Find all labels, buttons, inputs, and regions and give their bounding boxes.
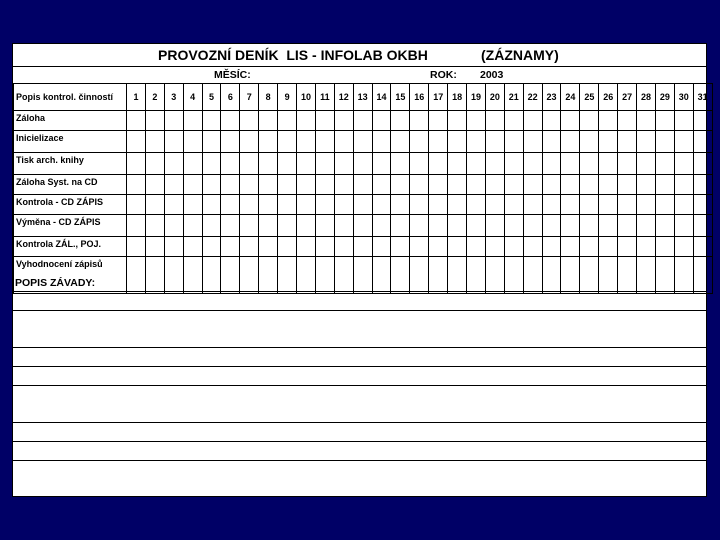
day-check-cell[interactable] bbox=[655, 111, 674, 131]
day-check-cell[interactable] bbox=[448, 195, 467, 215]
day-check-cell[interactable] bbox=[599, 131, 618, 153]
day-check-cell[interactable] bbox=[599, 153, 618, 175]
day-check-cell[interactable] bbox=[221, 175, 240, 195]
day-check-cell[interactable] bbox=[372, 215, 391, 237]
day-check-cell[interactable] bbox=[693, 175, 712, 195]
day-check-cell[interactable] bbox=[353, 237, 372, 257]
day-check-cell[interactable] bbox=[164, 195, 183, 215]
day-check-cell[interactable] bbox=[164, 131, 183, 153]
day-check-cell[interactable] bbox=[467, 237, 486, 257]
day-check-cell[interactable] bbox=[580, 153, 599, 175]
day-check-cell[interactable] bbox=[467, 195, 486, 215]
day-check-cell[interactable] bbox=[637, 195, 656, 215]
day-check-cell[interactable] bbox=[467, 175, 486, 195]
day-check-cell[interactable] bbox=[580, 237, 599, 257]
day-check-cell[interactable] bbox=[674, 195, 693, 215]
defect-line[interactable] bbox=[13, 386, 706, 423]
day-check-cell[interactable] bbox=[297, 131, 316, 153]
day-check-cell[interactable] bbox=[448, 131, 467, 153]
day-check-cell[interactable] bbox=[504, 175, 523, 195]
day-check-cell[interactable] bbox=[259, 111, 278, 131]
day-check-cell[interactable] bbox=[655, 215, 674, 237]
day-check-cell[interactable] bbox=[278, 215, 297, 237]
day-check-cell[interactable] bbox=[202, 195, 221, 215]
activity-row bbox=[14, 111, 713, 131]
activity-label: Záloha Syst. na CD bbox=[14, 175, 127, 195]
day-check-cell[interactable] bbox=[485, 237, 504, 257]
day-check-cell[interactable] bbox=[240, 111, 259, 131]
day-check-cell[interactable] bbox=[485, 195, 504, 215]
day-check-cell[interactable] bbox=[580, 195, 599, 215]
activity-row bbox=[14, 195, 713, 215]
day-header: 31 bbox=[693, 84, 712, 111]
day-check-cell[interactable] bbox=[183, 175, 202, 195]
day-header: 24 bbox=[561, 84, 580, 111]
day-check-cell[interactable] bbox=[127, 237, 146, 257]
day-check-cell[interactable] bbox=[259, 215, 278, 237]
day-check-cell[interactable] bbox=[334, 175, 353, 195]
day-check-cell[interactable] bbox=[278, 111, 297, 131]
day-header: 2 bbox=[145, 84, 164, 111]
day-check-cell[interactable] bbox=[618, 153, 637, 175]
day-check-cell[interactable] bbox=[467, 111, 486, 131]
defect-line[interactable] bbox=[13, 423, 706, 442]
activity-row bbox=[14, 153, 713, 175]
day-check-cell[interactable] bbox=[674, 215, 693, 237]
day-header: 13 bbox=[353, 84, 372, 111]
month-label: MĚSÍC: bbox=[214, 69, 251, 81]
day-check-cell[interactable] bbox=[183, 195, 202, 215]
day-check-cell[interactable] bbox=[372, 175, 391, 195]
day-header: 14 bbox=[372, 84, 391, 111]
day-header: 30 bbox=[674, 84, 693, 111]
day-check-cell[interactable] bbox=[221, 131, 240, 153]
day-header: 28 bbox=[637, 84, 656, 111]
day-check-cell[interactable] bbox=[618, 111, 637, 131]
day-check-cell[interactable] bbox=[523, 111, 542, 131]
day-check-cell[interactable] bbox=[334, 237, 353, 257]
day-check-cell[interactable] bbox=[259, 153, 278, 175]
day-check-cell[interactable] bbox=[410, 153, 429, 175]
day-check-cell[interactable] bbox=[467, 215, 486, 237]
day-check-cell[interactable] bbox=[410, 175, 429, 195]
day-header: 1 bbox=[127, 84, 146, 111]
day-header: 21 bbox=[504, 84, 523, 111]
day-check-cell[interactable] bbox=[599, 195, 618, 215]
day-check-cell[interactable] bbox=[372, 131, 391, 153]
day-check-cell[interactable] bbox=[542, 153, 561, 175]
day-check-cell[interactable] bbox=[164, 111, 183, 131]
day-check-cell[interactable] bbox=[429, 215, 448, 237]
day-check-cell[interactable] bbox=[183, 111, 202, 131]
day-check-cell[interactable] bbox=[523, 195, 542, 215]
day-check-cell[interactable] bbox=[315, 153, 334, 175]
day-check-cell[interactable] bbox=[485, 153, 504, 175]
day-check-cell[interactable] bbox=[429, 131, 448, 153]
day-check-cell[interactable] bbox=[391, 195, 410, 215]
day-check-cell[interactable] bbox=[202, 111, 221, 131]
day-check-cell[interactable] bbox=[334, 153, 353, 175]
activity-label: Výměna - CD ZÁPIS bbox=[14, 215, 127, 237]
day-check-cell[interactable] bbox=[202, 153, 221, 175]
day-check-cell[interactable] bbox=[183, 215, 202, 237]
day-check-cell[interactable] bbox=[448, 153, 467, 175]
day-check-cell[interactable] bbox=[467, 153, 486, 175]
day-check-cell[interactable] bbox=[145, 195, 164, 215]
day-header: 10 bbox=[297, 84, 316, 111]
day-check-cell[interactable] bbox=[372, 153, 391, 175]
activity-label: Tisk arch. knihy bbox=[14, 153, 127, 175]
day-check-cell[interactable] bbox=[334, 195, 353, 215]
day-check-cell[interactable] bbox=[410, 195, 429, 215]
day-check-cell[interactable] bbox=[599, 111, 618, 131]
day-header: 15 bbox=[391, 84, 410, 111]
day-check-cell[interactable] bbox=[485, 131, 504, 153]
day-check-cell[interactable] bbox=[561, 153, 580, 175]
day-check-cell[interactable] bbox=[410, 131, 429, 153]
day-check-cell[interactable] bbox=[372, 237, 391, 257]
day-check-cell[interactable] bbox=[674, 111, 693, 131]
day-check-cell[interactable] bbox=[315, 175, 334, 195]
day-check-cell[interactable] bbox=[655, 175, 674, 195]
day-check-cell[interactable] bbox=[448, 175, 467, 195]
day-check-cell[interactable] bbox=[240, 237, 259, 257]
day-check-cell[interactable] bbox=[504, 153, 523, 175]
day-check-cell[interactable] bbox=[372, 195, 391, 215]
page-subtitle-tag: (ZÁZNAMY) bbox=[481, 47, 559, 63]
day-check-cell[interactable] bbox=[410, 215, 429, 237]
day-check-cell[interactable] bbox=[637, 215, 656, 237]
day-check-cell[interactable] bbox=[429, 175, 448, 195]
day-check-cell[interactable] bbox=[523, 237, 542, 257]
day-check-cell[interactable] bbox=[485, 215, 504, 237]
year-label: ROK: bbox=[430, 69, 457, 81]
day-check-cell[interactable] bbox=[618, 195, 637, 215]
day-check-cell[interactable] bbox=[580, 111, 599, 131]
day-check-cell[interactable] bbox=[353, 131, 372, 153]
day-check-cell[interactable] bbox=[259, 175, 278, 195]
day-check-cell[interactable] bbox=[315, 131, 334, 153]
day-check-cell[interactable] bbox=[448, 215, 467, 237]
day-header: 5 bbox=[202, 84, 221, 111]
day-header: 6 bbox=[221, 84, 240, 111]
day-check-cell[interactable] bbox=[183, 131, 202, 153]
activity-label: Záloha bbox=[14, 111, 127, 131]
day-check-cell[interactable] bbox=[523, 131, 542, 153]
day-check-cell[interactable] bbox=[127, 111, 146, 131]
activity-label: Kontrola - CD ZÁPIS bbox=[14, 195, 127, 215]
day-check-cell[interactable] bbox=[561, 175, 580, 195]
day-check-cell[interactable] bbox=[655, 153, 674, 175]
day-check-cell[interactable] bbox=[164, 215, 183, 237]
defect-line[interactable] bbox=[13, 292, 706, 311]
day-check-cell[interactable] bbox=[693, 237, 712, 257]
day-check-cell[interactable] bbox=[183, 153, 202, 175]
day-check-cell[interactable] bbox=[391, 237, 410, 257]
activity-row bbox=[14, 175, 713, 195]
activity-row bbox=[14, 237, 713, 257]
defect-line[interactable] bbox=[13, 442, 706, 461]
day-check-cell[interactable] bbox=[637, 153, 656, 175]
day-header: 17 bbox=[429, 84, 448, 111]
day-check-cell[interactable] bbox=[561, 195, 580, 215]
day-header: 8 bbox=[259, 84, 278, 111]
day-check-cell[interactable] bbox=[693, 153, 712, 175]
day-check-cell[interactable] bbox=[542, 131, 561, 153]
day-check-cell[interactable] bbox=[618, 215, 637, 237]
day-check-cell[interactable] bbox=[297, 175, 316, 195]
day-header: 4 bbox=[183, 84, 202, 111]
activity-label: Kontrola ZÁL., POJ. bbox=[14, 237, 127, 257]
day-check-cell[interactable] bbox=[240, 175, 259, 195]
day-check-cell[interactable] bbox=[391, 131, 410, 153]
title-row bbox=[13, 44, 706, 67]
day-check-cell[interactable] bbox=[145, 111, 164, 131]
day-check-cell[interactable] bbox=[278, 195, 297, 215]
day-check-cell[interactable] bbox=[353, 195, 372, 215]
defects-title: POPIS ZÁVADY: bbox=[13, 273, 706, 292]
day-check-cell[interactable] bbox=[674, 237, 693, 257]
day-header: 25 bbox=[580, 84, 599, 111]
day-check-cell[interactable] bbox=[127, 215, 146, 237]
day-check-cell[interactable] bbox=[145, 215, 164, 237]
day-check-cell[interactable] bbox=[164, 153, 183, 175]
day-check-cell[interactable] bbox=[542, 195, 561, 215]
day-check-cell[interactable] bbox=[259, 131, 278, 153]
day-check-cell[interactable] bbox=[145, 153, 164, 175]
day-check-cell[interactable] bbox=[391, 111, 410, 131]
day-check-cell[interactable] bbox=[618, 237, 637, 257]
day-check-cell[interactable] bbox=[542, 215, 561, 237]
day-check-cell[interactable] bbox=[429, 195, 448, 215]
day-check-cell[interactable] bbox=[315, 195, 334, 215]
day-check-cell[interactable] bbox=[637, 237, 656, 257]
activity-row bbox=[14, 131, 713, 153]
day-check-cell[interactable] bbox=[202, 175, 221, 195]
day-check-cell[interactable] bbox=[221, 153, 240, 175]
day-check-cell[interactable] bbox=[618, 131, 637, 153]
day-check-cell[interactable] bbox=[410, 237, 429, 257]
day-check-cell[interactable] bbox=[164, 175, 183, 195]
day-check-cell[interactable] bbox=[448, 237, 467, 257]
day-check-cell[interactable] bbox=[278, 131, 297, 153]
day-check-cell[interactable] bbox=[693, 111, 712, 131]
day-check-cell[interactable] bbox=[297, 215, 316, 237]
day-check-cell[interactable] bbox=[504, 237, 523, 257]
day-check-cell[interactable] bbox=[561, 215, 580, 237]
day-check-cell[interactable] bbox=[278, 175, 297, 195]
activity-row bbox=[14, 215, 713, 237]
day-check-cell[interactable] bbox=[655, 131, 674, 153]
day-check-cell[interactable] bbox=[580, 215, 599, 237]
day-check-cell[interactable] bbox=[599, 175, 618, 195]
day-header: 11 bbox=[315, 84, 334, 111]
day-check-cell[interactable] bbox=[297, 195, 316, 215]
day-check-cell[interactable] bbox=[485, 111, 504, 131]
day-check-cell[interactable] bbox=[637, 175, 656, 195]
day-check-cell[interactable] bbox=[202, 237, 221, 257]
defect-line[interactable] bbox=[13, 348, 706, 367]
day-check-cell[interactable] bbox=[429, 153, 448, 175]
day-check-cell[interactable] bbox=[637, 111, 656, 131]
day-check-cell[interactable] bbox=[655, 195, 674, 215]
page-title: PROVOZNÍ DENÍK LIS - INFOLAB OKBH bbox=[158, 47, 428, 63]
day-check-cell[interactable] bbox=[240, 215, 259, 237]
day-check-cell[interactable] bbox=[221, 195, 240, 215]
day-check-cell[interactable] bbox=[221, 237, 240, 257]
day-check-cell[interactable] bbox=[145, 175, 164, 195]
day-check-cell[interactable] bbox=[674, 131, 693, 153]
defect-line[interactable] bbox=[13, 367, 706, 386]
day-check-cell[interactable] bbox=[523, 175, 542, 195]
day-check-cell[interactable] bbox=[542, 237, 561, 257]
day-check-cell[interactable] bbox=[240, 195, 259, 215]
day-check-cell[interactable] bbox=[693, 131, 712, 153]
day-check-cell[interactable] bbox=[221, 215, 240, 237]
day-check-cell[interactable] bbox=[334, 111, 353, 131]
day-header: 16 bbox=[410, 84, 429, 111]
day-check-cell[interactable] bbox=[599, 215, 618, 237]
day-header: 9 bbox=[278, 84, 297, 111]
day-check-cell[interactable] bbox=[297, 153, 316, 175]
day-check-cell[interactable] bbox=[315, 215, 334, 237]
day-header: 20 bbox=[485, 84, 504, 111]
activity-column-header: Popis kontrol. činností bbox=[14, 84, 127, 111]
day-header: 22 bbox=[523, 84, 542, 111]
day-check-cell[interactable] bbox=[637, 131, 656, 153]
defect-line[interactable] bbox=[13, 461, 706, 495]
defect-line[interactable] bbox=[13, 311, 706, 348]
month-year-row bbox=[13, 67, 706, 83]
day-header: 18 bbox=[448, 84, 467, 111]
logbook-sheet bbox=[12, 43, 707, 497]
day-check-cell[interactable] bbox=[523, 153, 542, 175]
day-check-cell[interactable] bbox=[523, 215, 542, 237]
day-check-cell[interactable] bbox=[542, 175, 561, 195]
activity-label: Inicielizace bbox=[14, 131, 127, 153]
day-check-cell[interactable] bbox=[693, 215, 712, 237]
day-check-cell[interactable] bbox=[561, 237, 580, 257]
day-check-cell[interactable] bbox=[202, 131, 221, 153]
day-check-cell[interactable] bbox=[429, 111, 448, 131]
day-check-cell[interactable] bbox=[164, 237, 183, 257]
day-check-cell[interactable] bbox=[504, 111, 523, 131]
day-check-cell[interactable] bbox=[278, 237, 297, 257]
day-check-cell[interactable] bbox=[693, 195, 712, 215]
day-check-cell[interactable] bbox=[353, 111, 372, 131]
day-header: 29 bbox=[655, 84, 674, 111]
day-header: 7 bbox=[240, 84, 259, 111]
day-check-cell[interactable] bbox=[504, 215, 523, 237]
day-check-cell[interactable] bbox=[127, 175, 146, 195]
day-check-cell[interactable] bbox=[599, 237, 618, 257]
day-header: 26 bbox=[599, 84, 618, 111]
day-check-cell[interactable] bbox=[674, 153, 693, 175]
day-check-cell[interactable] bbox=[297, 111, 316, 131]
day-check-cell[interactable] bbox=[221, 111, 240, 131]
day-header: 27 bbox=[618, 84, 637, 111]
day-check-cell[interactable] bbox=[580, 175, 599, 195]
day-check-cell[interactable] bbox=[353, 153, 372, 175]
day-check-cell[interactable] bbox=[655, 237, 674, 257]
day-header: 3 bbox=[164, 84, 183, 111]
day-check-cell[interactable] bbox=[145, 237, 164, 257]
day-check-cell[interactable] bbox=[334, 215, 353, 237]
day-check-cell[interactable] bbox=[580, 131, 599, 153]
activity-grid bbox=[13, 83, 713, 294]
day-check-cell[interactable] bbox=[240, 153, 259, 175]
day-check-cell[interactable] bbox=[561, 131, 580, 153]
day-check-cell[interactable] bbox=[353, 215, 372, 237]
day-check-cell[interactable] bbox=[315, 111, 334, 131]
day-check-cell[interactable] bbox=[127, 195, 146, 215]
day-check-cell[interactable] bbox=[372, 111, 391, 131]
day-check-cell[interactable] bbox=[674, 175, 693, 195]
day-check-cell[interactable] bbox=[202, 215, 221, 237]
day-check-cell[interactable] bbox=[240, 131, 259, 153]
day-check-cell[interactable] bbox=[315, 237, 334, 257]
defects-section bbox=[13, 273, 706, 495]
day-check-cell[interactable] bbox=[448, 111, 467, 131]
day-check-cell[interactable] bbox=[127, 131, 146, 153]
day-header: 23 bbox=[542, 84, 561, 111]
day-check-cell[interactable] bbox=[391, 153, 410, 175]
day-check-cell[interactable] bbox=[542, 111, 561, 131]
day-check-cell[interactable] bbox=[410, 111, 429, 131]
day-check-cell[interactable] bbox=[334, 131, 353, 153]
year-value: 2003 bbox=[480, 69, 504, 81]
grid-header-row bbox=[14, 84, 713, 111]
day-check-cell[interactable] bbox=[183, 237, 202, 257]
day-check-cell[interactable] bbox=[259, 237, 278, 257]
activity-label: Vyhodnocení zápisů bbox=[14, 257, 127, 294]
day-check-cell[interactable] bbox=[429, 237, 448, 257]
day-check-cell[interactable] bbox=[297, 237, 316, 257]
day-check-cell[interactable] bbox=[391, 175, 410, 195]
day-check-cell[interactable] bbox=[278, 153, 297, 175]
day-check-cell[interactable] bbox=[504, 195, 523, 215]
day-check-cell[interactable] bbox=[504, 131, 523, 153]
day-check-cell[interactable] bbox=[145, 131, 164, 153]
day-check-cell[interactable] bbox=[561, 111, 580, 131]
day-check-cell[interactable] bbox=[391, 215, 410, 237]
day-check-cell[interactable] bbox=[259, 195, 278, 215]
day-header: 19 bbox=[467, 84, 486, 111]
day-check-cell[interactable] bbox=[127, 153, 146, 175]
day-check-cell[interactable] bbox=[485, 175, 504, 195]
day-check-cell[interactable] bbox=[467, 131, 486, 153]
day-header: 12 bbox=[334, 84, 353, 111]
day-check-cell[interactable] bbox=[618, 175, 637, 195]
day-check-cell[interactable] bbox=[353, 175, 372, 195]
